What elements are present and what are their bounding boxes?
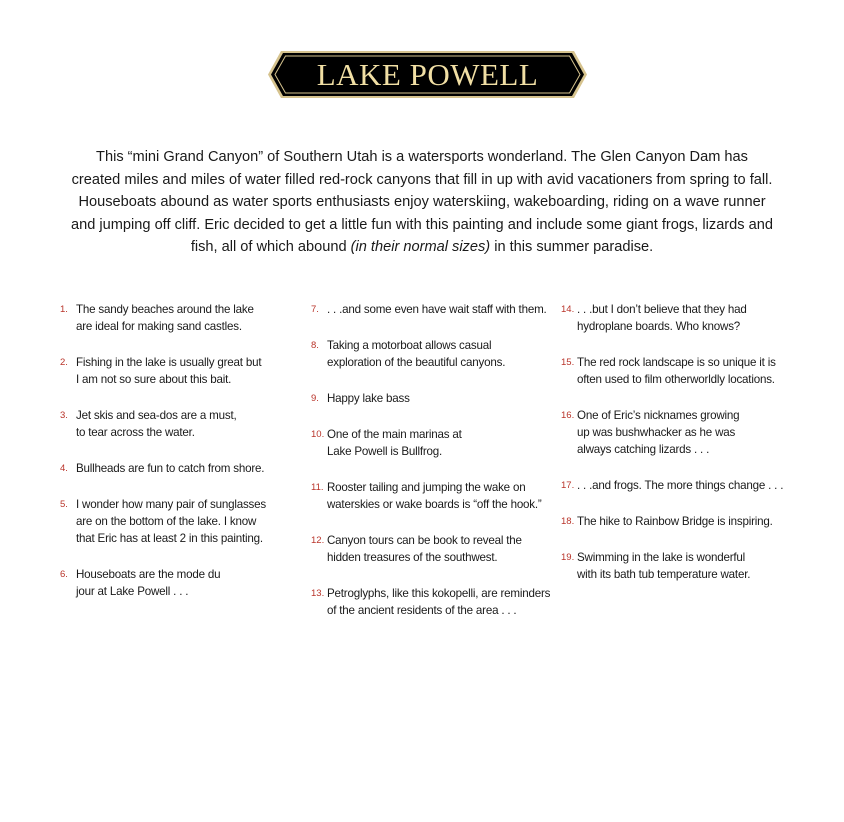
list-item: [60, 496, 300, 547]
item-text: Houseboats are the mode du jour at Lake Powell . . .: [76, 568, 221, 598]
page-title: LAKE POWELL: [316, 57, 539, 92]
item-text: Swimming in the lake is wonderful with its bath tub temperature water.: [577, 551, 751, 581]
item-text: . . .and frogs. The more things change . . .: [577, 479, 784, 492]
item-number: 14.: [561, 304, 575, 315]
list-item: [561, 549, 801, 583]
list-item: [60, 301, 300, 335]
list-item: [60, 566, 300, 600]
item-number: 19.: [561, 552, 575, 563]
item-text: Canyon tours can be book to reveal the hidden treasures of the southwest.: [327, 534, 522, 564]
item-number: 8.: [311, 340, 319, 351]
item-text: . . .but I don’t believe that they had hydroplane boards. Who knows?: [577, 303, 747, 333]
list-item: [311, 532, 561, 566]
item-number: 2.: [60, 357, 68, 368]
notes-column-1: [60, 301, 300, 619]
item-number: 12.: [311, 535, 325, 546]
item-text: Bullheads are fun to catch from shore.: [76, 462, 265, 475]
list-item: [561, 513, 801, 530]
item-text: One of Eric’s nicknames growing up was bushwhacker as he was always catching lizards . . .: [577, 409, 740, 456]
list-item: [561, 354, 801, 388]
item-text: Jet skis and sea-dos are a must, to tear across the water.: [76, 409, 237, 439]
list-item: [60, 460, 300, 477]
notes-column-2: [311, 301, 561, 638]
item-text: The red rock landscape is so unique it is often used to film otherworldly locations.: [577, 356, 776, 386]
intro-italic-text: (in their normal sizes): [350, 239, 491, 256]
list-item: [561, 301, 801, 335]
intro-paragraph: [70, 146, 774, 259]
item-number: 1.: [60, 304, 68, 315]
list-item: [561, 477, 801, 494]
item-number: 5.: [60, 499, 68, 510]
item-text: Petroglyphs, like this kokopelli, are reminders of the ancient residents of the area . . .: [327, 587, 551, 617]
title-banner: [268, 51, 587, 98]
item-number: 18.: [561, 516, 575, 527]
list-item: [311, 301, 561, 318]
item-text: I wonder how many pair of sunglasses are on the bottom of the lake. I know that Eric has at least 2 in this painting.: [76, 498, 266, 545]
list-item: [561, 407, 801, 458]
list-item: [311, 390, 561, 407]
item-text: Fishing in the lake is usually great but I am not so sure about this bait.: [76, 356, 262, 386]
list-item: [311, 585, 561, 619]
item-number: 9.: [311, 393, 319, 404]
intro-text-end: in this summer paradise.: [490, 239, 654, 256]
item-number: 13.: [311, 588, 325, 599]
item-text: Taking a motorboat allows casual exploration of the beautiful canyons.: [327, 339, 506, 369]
item-text: . . .and some even have wait staff with them.: [327, 303, 547, 316]
item-text: One of the main marinas at Lake Powell is Bullfrog.: [327, 428, 462, 458]
list-item: [311, 426, 561, 460]
item-text: Happy lake bass: [327, 392, 410, 405]
item-number: 7.: [311, 304, 319, 315]
list-item: [60, 407, 300, 441]
list-item: [311, 337, 561, 371]
item-text: Rooster tailing and jumping the wake on waterskies or wake boards is “off the hook.”: [327, 481, 542, 511]
intro-text: This “mini Grand Canyon” of Southern Utah is a watersports wonderland. The Glen Canyon Dam has created miles and miles of water filled red-rock canyons that fill in up with avid vacationers from spring to fall. Houseboats abound as water sports enthusiasts enjoy waterskiing, wakeboarding, riding on a wave runner and jumping off cliff. Eric decided to get a little fun with this painting and include some giant frogs, lizards and fish, all of which abound: [71, 149, 773, 256]
item-number: 11.: [311, 482, 324, 493]
item-number: 17.: [561, 480, 575, 491]
item-number: 15.: [561, 357, 575, 368]
item-number: 16.: [561, 410, 575, 421]
item-number: 3.: [60, 410, 68, 421]
notes-column-3: [561, 301, 801, 602]
item-number: 4.: [60, 463, 68, 474]
item-text: The sandy beaches around the lake are ideal for making sand castles.: [76, 303, 254, 333]
item-text: The hike to Rainbow Bridge is inspiring.: [577, 515, 773, 528]
list-item: [60, 354, 300, 388]
list-item: [311, 479, 561, 513]
item-number: 6.: [60, 569, 68, 580]
item-number: 10.: [311, 429, 325, 440]
